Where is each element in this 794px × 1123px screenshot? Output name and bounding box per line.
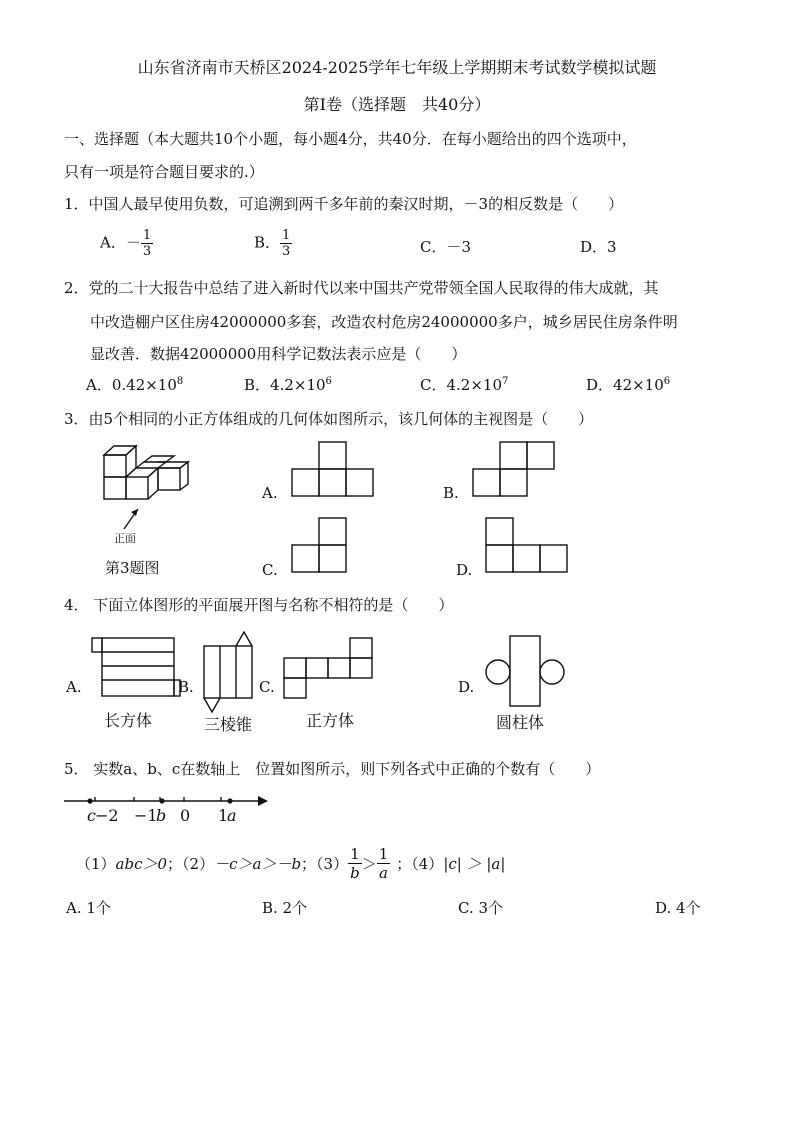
q4-option-d-label[interactable]: D. <box>458 678 475 696</box>
q5-s3-frac1: $\frac{1}{b}$ <box>350 845 360 882</box>
q5-axis-b: b <box>156 806 167 825</box>
q5-axis-zero: 0 <box>180 806 191 825</box>
q2-line1: 2．党的二十大报告中总结了进入新时代以来中国共产党带领全国人民取得的伟大成就，其 <box>64 279 659 297</box>
q3-option-b-view[interactable] <box>473 440 583 500</box>
q4-option-a-name: 长方体 <box>104 711 153 730</box>
q4-option-b-name: 三棱锥 <box>204 715 253 734</box>
q5-statements <box>76 845 505 882</box>
q3-figure-caption: 第3题图 <box>105 559 160 577</box>
q1-option-a-label: A．－ <box>100 233 141 252</box>
q5-s4-label: ；（4） <box>396 855 444 873</box>
q3-option-a-label[interactable]: A. <box>262 484 278 502</box>
part-title: 第Ⅰ卷（选择题 共40分） <box>303 95 491 114</box>
section-instructions-line2: 只有一项是符合题目要求的.） <box>64 163 264 181</box>
q5-stem: 5． 实数a、b、c在数轴上 位置如图所示，则下列各式中正确的个数有（ ） <box>64 760 601 778</box>
q5-axis-c: c <box>87 806 96 825</box>
q4-option-b-net[interactable] <box>198 628 268 714</box>
q1-option-d[interactable]: D．3 <box>580 238 617 256</box>
q1-stem: 1．中国人最早使用负数，可追溯到两千多年前的秦汉时期，－3的相反数是（ ） <box>64 195 624 213</box>
q3-solid-figure <box>96 440 206 520</box>
section-instructions-line1: 一、选择题（本大题共10个小题，每小题4分，共40分．在每小题给出的四个选项中， <box>64 130 637 148</box>
q4-option-a-label[interactable]: A. <box>66 678 82 696</box>
q2-option-b[interactable]: B．$4.2\times 10^6$ <box>244 376 332 394</box>
q4-option-a-net[interactable] <box>92 636 182 702</box>
q5-axis-one: 1 <box>218 806 229 825</box>
q1-option-a[interactable] <box>100 228 153 259</box>
q4-option-d-net[interactable] <box>484 634 574 708</box>
q1-option-a-fraction: $\frac{1}{3}$ <box>142 228 152 259</box>
q1-option-b[interactable] <box>254 228 292 259</box>
q4-option-c-name: 正方体 <box>306 711 355 730</box>
q3-option-d-label[interactable]: D. <box>456 561 473 579</box>
q1-option-b-fraction: $\frac{1}{3}$ <box>282 228 291 259</box>
q3-option-c-label[interactable]: C. <box>262 561 278 579</box>
q3-option-a-view[interactable] <box>292 440 402 500</box>
q2-line2: 中改造棚户区住房42000000多套，改造农村危房24000000多户，城乡居民住房条件明 <box>90 313 678 331</box>
q5-s1: abc＞0 <box>115 855 168 873</box>
q5-option-b[interactable]: B. 2个 <box>262 899 308 917</box>
q4-option-c-net[interactable] <box>284 636 376 702</box>
q3-option-d-view[interactable] <box>486 516 596 576</box>
q5-axis-m1: −1 <box>134 806 158 825</box>
q4-option-b-label[interactable]: B. <box>178 678 194 696</box>
q5-s2: －c＞a＞－b <box>214 855 302 873</box>
q2-option-c[interactable]: C．$4.2\times 10^7$ <box>420 376 509 394</box>
q5-s2-label: ；（2） <box>167 855 215 873</box>
q4-option-d-name: 圆柱体 <box>496 713 545 732</box>
q4-stem: 4． 下面立体图形的平面展开图与名称不相符的是（ ） <box>64 596 454 614</box>
q5-s3-gt: ＞ <box>361 855 377 873</box>
q2-line3: 显改善．数据42000000用科学记数法表示应是（ ） <box>90 345 467 363</box>
q5-s4: |c| ＞ |a| <box>443 855 506 873</box>
q5-s3-frac2: $\frac{1}{a}$ <box>378 845 389 882</box>
q5-option-a[interactable]: A. 1个 <box>66 899 111 917</box>
q5-axis-m2: −2 <box>95 806 119 825</box>
q5-option-c[interactable]: C. 3个 <box>458 899 504 917</box>
q2-option-a[interactable]: A．$0.42\times 10^8$ <box>86 376 184 394</box>
q1-option-b-label: B． <box>254 233 281 252</box>
q3-option-b-label[interactable]: B. <box>443 484 459 502</box>
q5-s3-label: ；（3） <box>301 855 349 873</box>
q3-front-label: 正面 <box>114 532 136 545</box>
q4-option-c-label[interactable]: C. <box>259 678 275 696</box>
q1-option-c[interactable]: C．－3 <box>420 238 472 256</box>
q5-s1-label: （1） <box>76 855 116 873</box>
q3-option-c-view[interactable] <box>292 516 372 576</box>
q5-option-d[interactable]: D. 4个 <box>655 899 701 917</box>
q2-option-d[interactable]: D．$42\times 10^6$ <box>586 376 671 394</box>
q3-front-arrow <box>118 505 148 531</box>
q3-stem: 3．由5个相同的小正方体组成的几何体如图所示，该几何体的主视图是（ ） <box>64 410 594 428</box>
q5-axis-a: a <box>227 806 237 825</box>
page-title: 山东省济南市天桥区2024-2025学年七年级上学期期末考试数学模拟试题 <box>137 58 657 77</box>
